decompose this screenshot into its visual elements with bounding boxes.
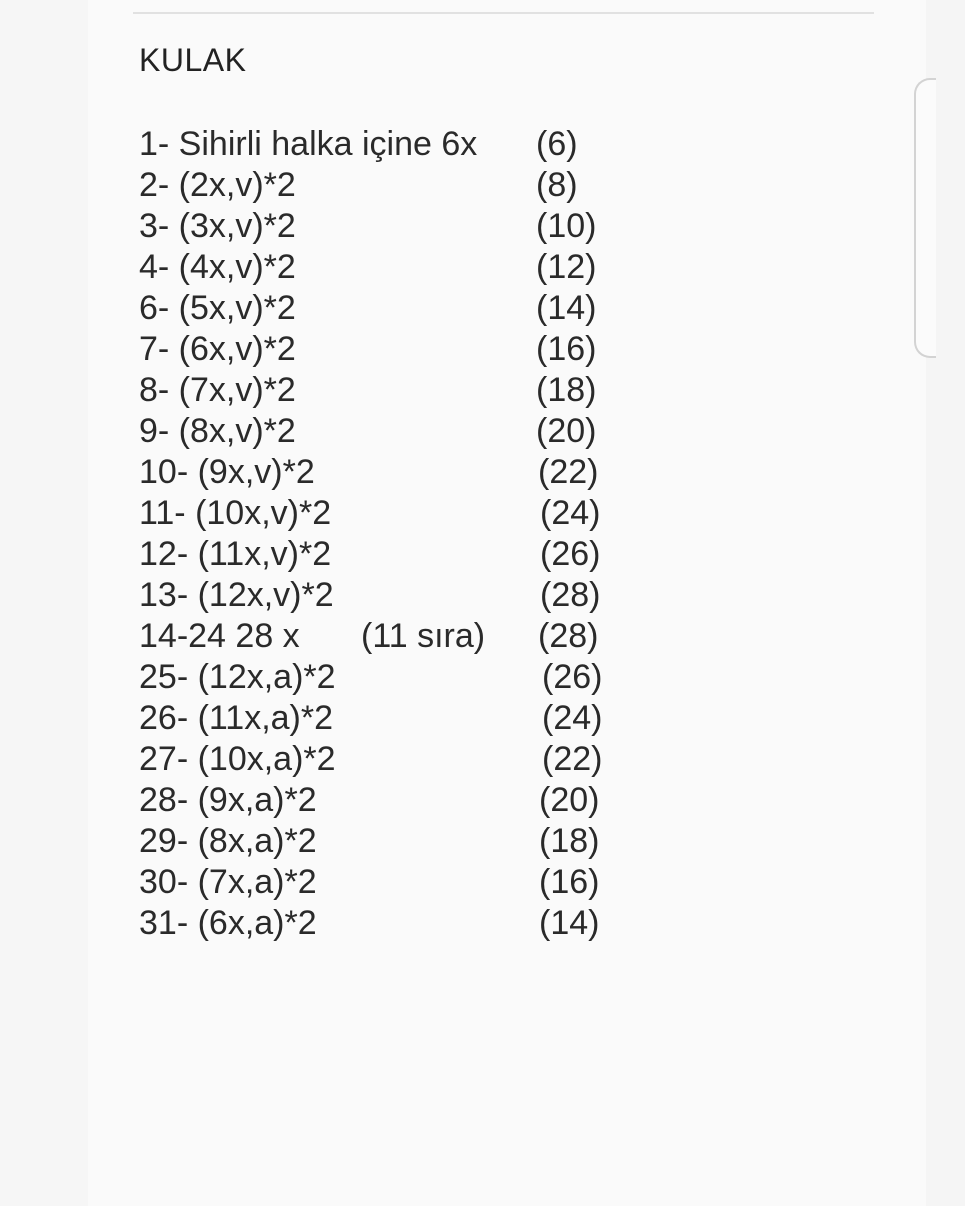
pattern-row — [139, 370, 659, 411]
top-divider — [133, 12, 874, 14]
pattern-row — [139, 616, 659, 657]
stitch-count: (8) — [536, 166, 578, 204]
stitch-count: (22) — [542, 740, 603, 778]
stitch-count: (6) — [536, 125, 578, 163]
stitch-count: (16) — [536, 330, 597, 368]
pattern-row — [139, 288, 659, 329]
stitch-count: (14) — [536, 289, 597, 327]
pattern-row — [139, 698, 659, 739]
row-instruction: 26- (11x,a)*2 — [139, 699, 334, 737]
row-instruction: 31- (6x,a)*2 — [139, 904, 317, 942]
row-instruction: 28- (9x,a)*2 — [139, 781, 317, 819]
row-instruction: 29- (8x,a)*2 — [139, 822, 317, 860]
note-title: KULAK — [139, 42, 247, 78]
row-instruction: 14-24 28 x — [139, 617, 300, 655]
left-margin — [0, 0, 88, 1206]
stitch-count: (22) — [538, 453, 599, 491]
pattern-row — [139, 575, 659, 616]
pattern-row — [139, 206, 659, 247]
pattern-row — [139, 821, 659, 862]
pattern-row — [139, 903, 659, 944]
row-instruction: 2- (2x,v)*2 — [139, 166, 296, 204]
stitch-count: (26) — [542, 658, 603, 696]
stitch-count: (20) — [536, 412, 597, 450]
stitch-count: (24) — [542, 699, 603, 737]
row-instruction: 8- (7x,v)*2 — [139, 371, 296, 409]
pattern-row — [139, 329, 659, 370]
pattern-row — [139, 534, 659, 575]
stitch-count: (20) — [539, 781, 600, 819]
stitch-count: (16) — [539, 863, 600, 901]
row-instruction: 9- (8x,v)*2 — [139, 412, 296, 450]
row-instruction: 12- (11x,v)*2 — [139, 535, 332, 573]
pattern-row — [139, 780, 659, 821]
pattern-row — [139, 493, 659, 534]
pattern-row — [139, 247, 659, 288]
stitch-count: (28) — [538, 617, 599, 655]
row-instruction: 7- (6x,v)*2 — [139, 330, 296, 368]
pattern-row — [139, 124, 659, 165]
row-instruction: 11- (10x,v)*2 — [139, 494, 332, 532]
row-instruction: 1- Sihirli halka içine 6x — [139, 125, 478, 163]
pattern-row — [139, 862, 659, 903]
row-instruction: 13- (12x,v)*2 — [139, 576, 334, 614]
pattern-row — [139, 411, 659, 452]
stitch-count: (24) — [540, 494, 601, 532]
scroll-handle[interactable] — [914, 78, 936, 358]
stitch-count: (10) — [536, 207, 597, 245]
row-instruction: 25- (12x,a)*2 — [139, 658, 336, 696]
row-instruction: 4- (4x,v)*2 — [139, 248, 296, 286]
row-instruction: 3- (3x,v)*2 — [139, 207, 296, 245]
stitch-count: (28) — [540, 576, 601, 614]
row-note: (11 sıra) — [361, 617, 486, 655]
pattern-row — [139, 452, 659, 493]
pattern-rows — [139, 124, 659, 944]
pattern-row — [139, 657, 659, 698]
row-instruction: 10- (9x,v)*2 — [139, 453, 315, 491]
stitch-count: (26) — [540, 535, 601, 573]
stitch-count: (12) — [536, 248, 597, 286]
pattern-row — [139, 165, 659, 206]
stitch-count: (18) — [539, 822, 600, 860]
row-instruction: 27- (10x,a)*2 — [139, 740, 336, 778]
stitch-count: (14) — [539, 904, 600, 942]
stitch-count: (18) — [536, 371, 597, 409]
row-instruction: 30- (7x,a)*2 — [139, 863, 317, 901]
row-instruction: 6- (5x,v)*2 — [139, 289, 296, 327]
pattern-row — [139, 739, 659, 780]
